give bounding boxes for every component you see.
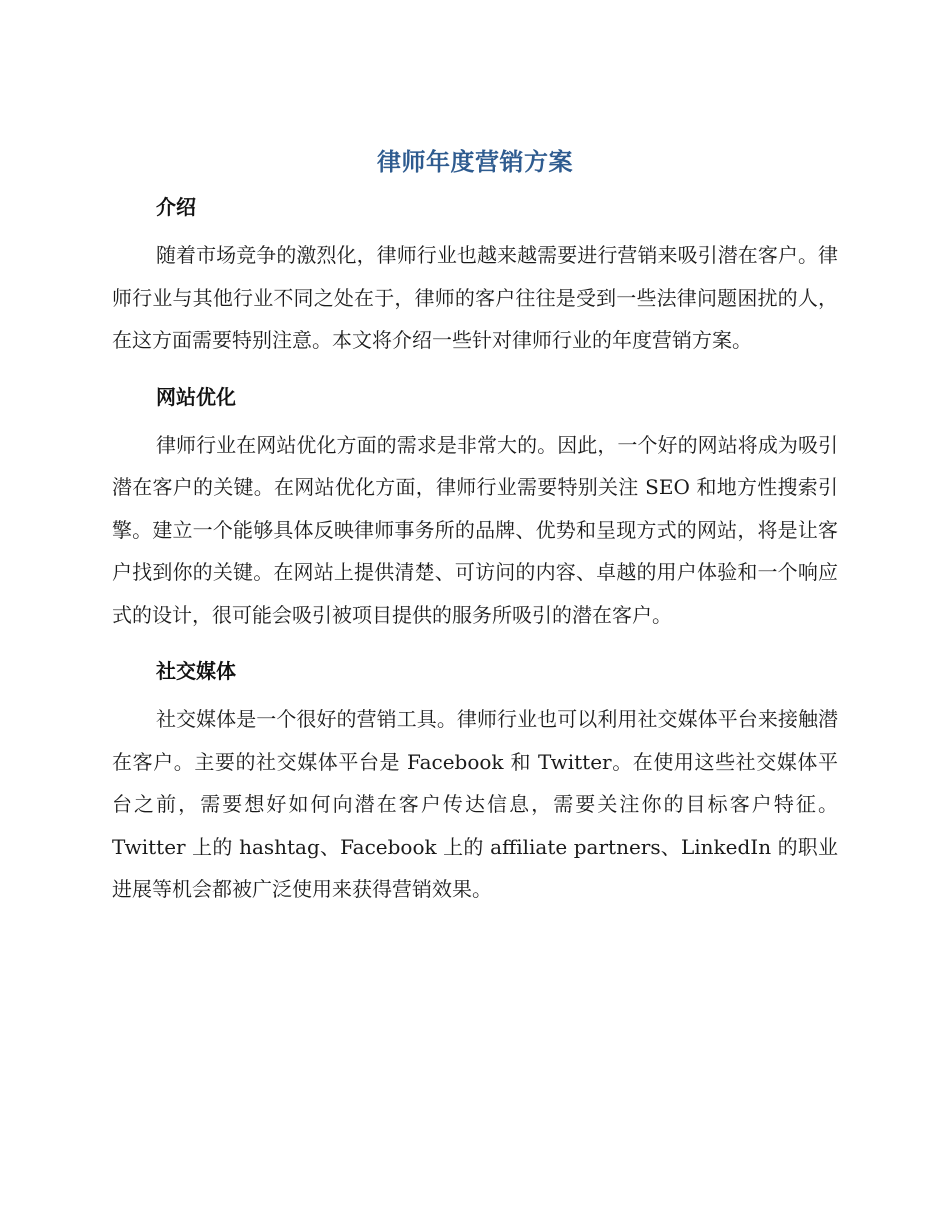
document-title: 律师年度营销方案: [377, 148, 573, 176]
section-social-media: [112, 656, 838, 911]
section-heading: 网站优化: [156, 384, 236, 409]
section-paragraph: 律师行业在网站优化方面的需求是非常大的。因此，一个好的网站将成为吸引潜在客户的关键。在网站优化方面，律师行业需要特别关注 SEO 和地方性搜索引擎。建立一个能够具体反映律师事务所的品牌、优势和呈现方式的网站，将是让客户找到你的关键。在网站上提供清楚、可访问的内容、卓越的用户体验和一个响应式的设计，很可能会吸引被项目提供的服务所吸引的潜在客户。: [112, 432, 838, 627]
document-body: [112, 144, 838, 931]
section-website-optimization: [112, 382, 838, 637]
section-introduction: [112, 192, 838, 362]
section-paragraph: 社交媒体是一个很好的营销工具。律师行业也可以利用社交媒体平台来接触潜在客户。主要的社交媒体平台是 Facebook 和 Twitter。在使用这些社交媒体平台之前，需要想好如何向潜在客户传达信息，需要关注你的目标客户特征。Twitter 上的 hashtag、Facebook 上的 affiliate partners、LinkedIn 的职业进展等机会都被广泛使用来获得营销效果。: [112, 707, 838, 901]
section-heading: 介绍: [156, 195, 196, 219]
section-paragraph: 随着市场竞争的激烈化，律师行业也越来越需要进行营销来吸引潜在客户。律师行业与其他行业不同之处在于，律师的客户往往是受到一些法律问题困扰的人，在这方面需要特别注意。本文将介绍一些针对律师行业的年度营销方案。: [112, 243, 838, 352]
section-heading: 社交媒体: [156, 659, 236, 683]
